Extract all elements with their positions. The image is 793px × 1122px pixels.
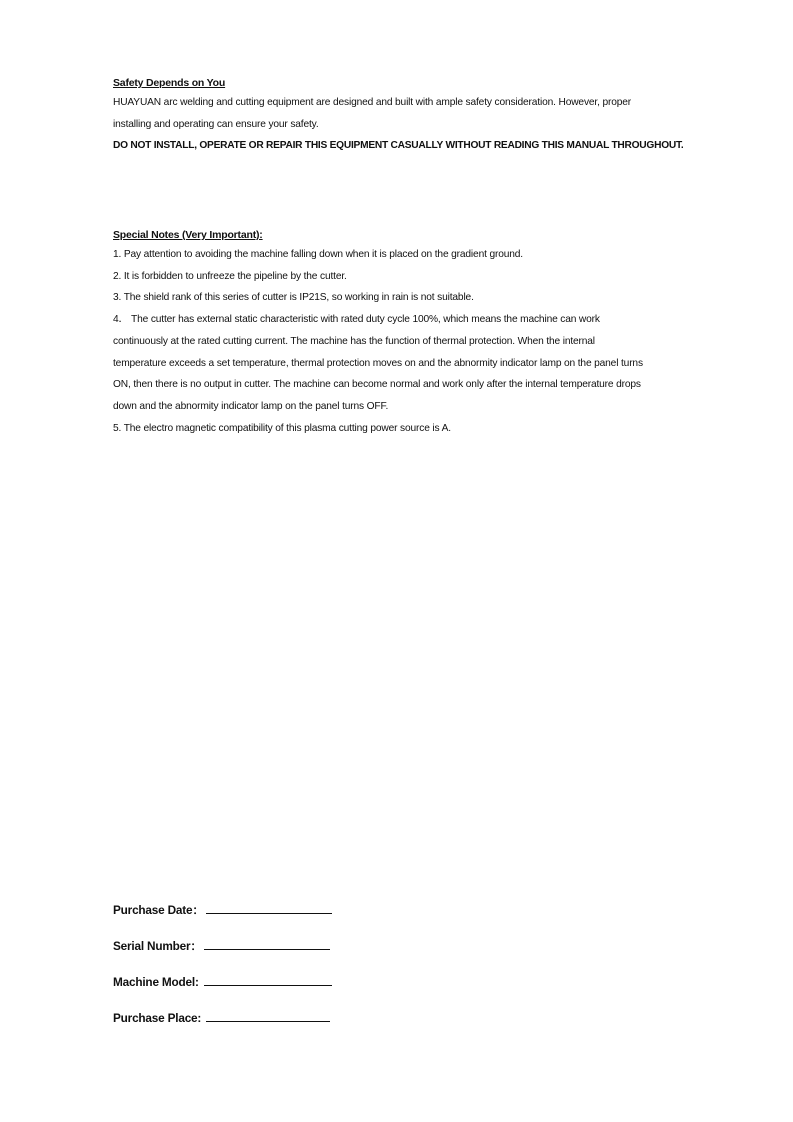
- note-line: continuously at the rated cutting current. The machine has the function of thermal protection. When the internal: [113, 335, 595, 347]
- safety-heading: Safety Depends on You: [113, 77, 226, 89]
- purchase-place-row: [113, 1008, 332, 1044]
- purchase-place-label: Purchase Place:: [113, 1011, 205, 1025]
- note-line: 4． The cutter has external static characteristic with rated duty cycle 100%, which means the machine can work: [113, 314, 600, 326]
- purchase-date-field[interactable]: [206, 900, 332, 914]
- note-line: 1. Pay attention to avoiding the machine falling down when it is placed on the gradient ground.: [113, 249, 523, 260]
- safety-warning: DO NOT INSTALL, OPERATE OR REPAIR THIS EQUIPMENT CASUALLY WITHOUT READING THIS MANUAL THROUGHOUT.: [113, 140, 684, 152]
- purchase-date-label: Purchase Date：: [113, 903, 204, 917]
- serial-number-field[interactable]: [204, 936, 330, 950]
- machine-model-row: [113, 972, 332, 1008]
- safety-section: [113, 74, 723, 157]
- purchase-info-form: [113, 900, 332, 1044]
- note-line: ON, then there is no output in cutter. The machine can become normal and work only after the internal temperature drops: [113, 379, 641, 391]
- purchase-date-row: [113, 900, 332, 936]
- special-notes-heading: Special Notes (Very Important):: [113, 229, 263, 241]
- special-notes-section: [113, 226, 723, 439]
- purchase-place-field[interactable]: [206, 1008, 330, 1022]
- safety-line: installing and operating can ensure your safety.: [113, 118, 319, 130]
- note-line: down and the abnormity indicator lamp on the panel turns OFF.: [113, 400, 389, 412]
- serial-number-row: [113, 936, 332, 972]
- note-line: 5. The electro magnetic compatibility of this plasma cutting power source is A.: [113, 422, 451, 434]
- note-line: 2. It is forbidden to unfreeze the pipeline by the cutter.: [113, 270, 347, 282]
- machine-model-label: Machine Model:: [113, 975, 202, 989]
- machine-model-field[interactable]: [204, 972, 332, 986]
- note-line: temperature exceeds a set temperature, thermal protection moves on and the abnormity indicator lamp on the panel turns: [113, 357, 643, 369]
- serial-number-label: Serial Number：: [113, 939, 202, 953]
- safety-line: HUAYUAN arc welding and cutting equipment are designed and built with ample safety consideration. However, proper: [113, 97, 631, 108]
- note-line: 3. The shield rank of this series of cutter is IP21S, so working in rain is not suitable.: [113, 292, 474, 304]
